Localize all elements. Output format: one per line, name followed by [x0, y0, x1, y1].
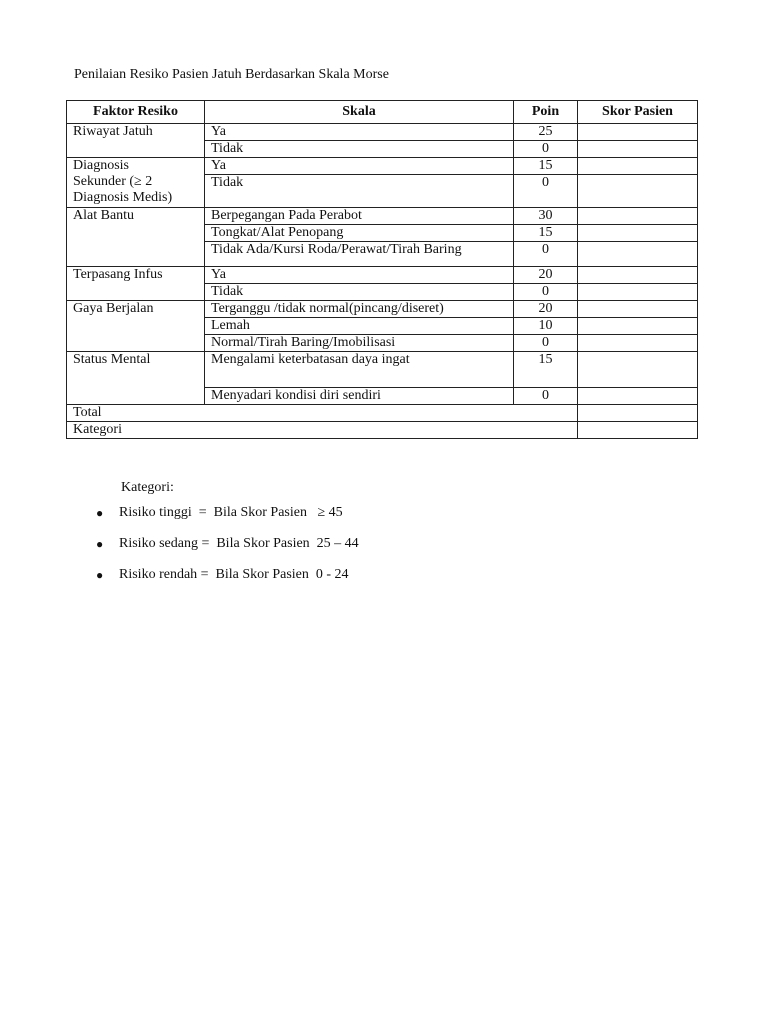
scale-cell: Ya: [205, 124, 514, 141]
poin-cell: 0: [514, 284, 578, 301]
total-value-cell[interactable]: [578, 405, 698, 422]
scale-cell: Terganggu /tidak normal(pincang/diseret): [205, 301, 514, 318]
scale-cell: Tidak: [205, 175, 514, 208]
poin-cell: 20: [514, 267, 578, 284]
kategori-value-cell[interactable]: [578, 422, 698, 439]
poin-cell: 0: [514, 242, 578, 267]
scale-cell: Ya: [205, 158, 514, 175]
poin-cell: 30: [514, 208, 578, 225]
total-label: Total: [67, 405, 578, 422]
table-header-row: [67, 101, 698, 124]
factor-gaya-berjalan: Gaya Berjalan: [67, 301, 205, 352]
factor-terpasang-infus: Terpasang Infus: [67, 267, 205, 301]
scale-cell: Normal/Tirah Baring/Imobilisasi: [205, 335, 514, 352]
table-row: [67, 124, 698, 141]
skor-pasien-cell[interactable]: [578, 352, 698, 388]
header-skor-pasien: Skor Pasien: [578, 101, 698, 124]
scale-cell: Tidak: [205, 141, 514, 158]
skor-pasien-cell[interactable]: [578, 318, 698, 335]
kategori-row: [67, 422, 698, 439]
poin-cell: 15: [514, 352, 578, 388]
bullet-icon: ●: [96, 506, 104, 520]
table-row: [67, 352, 698, 388]
factor-label-line: Diagnosis: [73, 158, 129, 173]
header-skala: Skala: [205, 101, 514, 124]
list-item: [96, 505, 359, 536]
poin-cell: 0: [514, 175, 578, 208]
poin-cell: 0: [514, 141, 578, 158]
poin-cell: 20: [514, 301, 578, 318]
skor-pasien-cell[interactable]: [578, 388, 698, 405]
header-poin: Poin: [514, 101, 578, 124]
skor-pasien-cell[interactable]: [578, 175, 698, 208]
category-medium: Risiko sedang = Bila Skor Pasien 25 – 44: [119, 536, 359, 551]
scale-cell: Menyadari kondisi diri sendiri: [205, 388, 514, 405]
factor-label-line: Sekunder (≥ 2 Diagnosis Medis): [73, 174, 173, 205]
morse-scale-table: [66, 100, 698, 439]
category-high: Risiko tinggi = Bila Skor Pasien ≥ 45: [119, 505, 343, 520]
skor-pasien-cell[interactable]: [578, 141, 698, 158]
poin-cell: 15: [514, 158, 578, 175]
factor-alat-bantu: Alat Bantu: [67, 208, 205, 267]
scale-cell: Tidak Ada/Kursi Roda/Perawat/Tirah Baring: [205, 242, 514, 267]
table-row: [67, 267, 698, 284]
poin-cell: 15: [514, 225, 578, 242]
factor-riwayat-jatuh: Riwayat Jatuh: [67, 124, 205, 158]
kategori-label: Kategori: [67, 422, 578, 439]
table-row: [67, 208, 698, 225]
scale-cell: Lemah: [205, 318, 514, 335]
poin-cell: 0: [514, 335, 578, 352]
skor-pasien-cell[interactable]: [578, 124, 698, 141]
scale-cell: Mengalami keterbatasan daya ingat: [205, 352, 514, 388]
skor-pasien-cell[interactable]: [578, 335, 698, 352]
skor-pasien-cell[interactable]: [578, 284, 698, 301]
scale-cell: Tidak: [205, 284, 514, 301]
scale-cell: Berpegangan Pada Perabot: [205, 208, 514, 225]
categories-heading: Kategori:: [121, 480, 174, 495]
skor-pasien-cell[interactable]: [578, 208, 698, 225]
skor-pasien-cell[interactable]: [578, 242, 698, 267]
poin-cell: 25: [514, 124, 578, 141]
scale-cell: Tongkat/Alat Penopang: [205, 225, 514, 242]
header-faktor-resiko: Faktor Resiko: [67, 101, 205, 124]
bullet-icon: ●: [96, 537, 104, 551]
table-row: [67, 301, 698, 318]
scale-cell: Ya: [205, 267, 514, 284]
poin-cell: 10: [514, 318, 578, 335]
list-item: [96, 536, 359, 567]
skor-pasien-cell[interactable]: [578, 225, 698, 242]
document-title: Penilaian Resiko Pasien Jatuh Berdasarkan Skala Morse: [74, 67, 389, 82]
skor-pasien-cell[interactable]: [578, 158, 698, 175]
skor-pasien-cell[interactable]: [578, 267, 698, 284]
table-row: [67, 158, 698, 175]
category-list: [96, 505, 359, 598]
category-low: Risiko rendah = Bila Skor Pasien 0 - 24: [119, 567, 349, 582]
poin-cell: 0: [514, 388, 578, 405]
factor-status-mental: Status Mental: [67, 352, 205, 405]
bullet-icon: ●: [96, 568, 104, 582]
factor-diagnosis-sekunder: [67, 158, 205, 208]
list-item: [96, 567, 359, 598]
total-row: [67, 405, 698, 422]
skor-pasien-cell[interactable]: [578, 301, 698, 318]
